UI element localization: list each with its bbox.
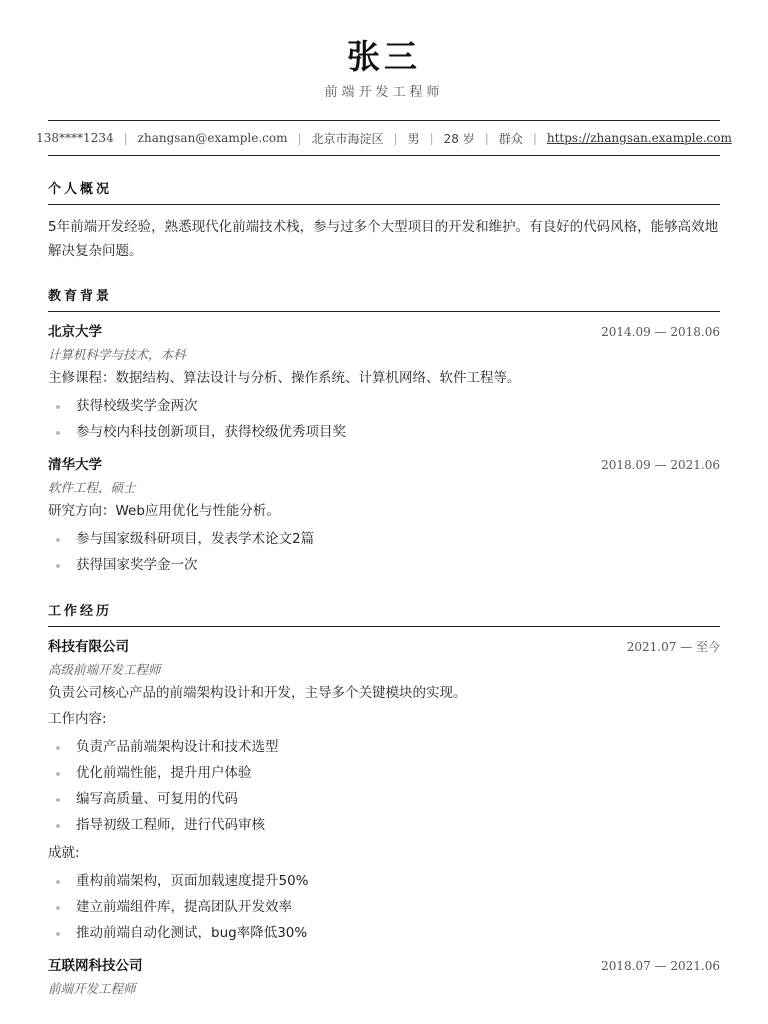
bullet-list <box>48 393 720 445</box>
list-item <box>48 786 720 812</box>
list-item <box>48 812 720 838</box>
summary-text: 5年前端开发经验，熟悉现代化前端技术栈，参与过多个大型项目的开发和维护。有良好的代码风格，能够高效地解决复杂问题。 <box>48 219 719 259</box>
list-item <box>48 552 720 578</box>
section-title-work: 工作经历 <box>48 604 720 627</box>
entry-description: 主修课程：数据结构、算法设计与分析、操作系统、计算机网络、软件工程等。 <box>48 370 521 386</box>
location: 北京市海淀区 <box>311 131 384 146</box>
bullet-dot <box>56 431 60 435</box>
major-degree: 软件工程，硕士 <box>48 480 136 495</box>
entry-header <box>48 956 720 976</box>
bullet-list <box>48 868 720 946</box>
candidate-name: 张三 <box>347 37 421 76</box>
education-entry <box>48 322 720 445</box>
contact-separator: | <box>123 131 128 145</box>
entry-description: 负责公司核心产品的前端架构设计和开发，主导多个关键模块的实现。 <box>48 685 467 701</box>
entry-date: 2018.07 — 2021.06 <box>601 959 720 973</box>
bullet-dot <box>56 405 60 409</box>
target-position: 前端开发工程师 <box>324 85 444 100</box>
education-entry <box>48 455 720 578</box>
entry-date: 2021.07 — 至今 <box>626 640 720 654</box>
section-title-summary: 个人概况 <box>48 182 720 205</box>
list-item-text: 获得校级奖学金两次 <box>76 398 198 414</box>
bullet-dot <box>56 824 60 828</box>
entry-header <box>48 322 720 342</box>
bullet-dot <box>56 906 60 910</box>
company-name: 科技有限公司 <box>48 639 129 655</box>
duties-label: 工作内容: <box>48 711 107 727</box>
bullet-list <box>48 734 720 838</box>
bullet-dot <box>56 798 60 802</box>
list-item-text: 获得国家奖学金一次 <box>76 557 198 573</box>
bullet-dot <box>56 564 60 568</box>
entry-date: 2018.09 — 2021.06 <box>601 458 720 472</box>
entry-description: 研究方向：Web应用优化与性能分析。 <box>48 503 280 519</box>
list-item-text: 建立前端组件库，提高团队开发效率 <box>76 899 292 915</box>
list-item <box>48 920 720 946</box>
list-item-text: 编写高质量、可复用的代码 <box>76 791 238 807</box>
list-item <box>48 393 720 419</box>
list-item-text: 优化前端性能，提升用户体验 <box>76 765 252 781</box>
bullet-list <box>48 526 720 578</box>
work-entry <box>48 637 720 946</box>
list-item <box>48 868 720 894</box>
list-item <box>48 734 720 760</box>
school-name: 清华大学 <box>48 457 102 473</box>
bullet-dot <box>56 932 60 936</box>
gender: 男 <box>407 131 420 146</box>
bullet-dot <box>56 880 60 884</box>
list-item-text: 重构前端架构，页面加载速度提升50% <box>76 873 309 889</box>
job-role: 前端开发工程师 <box>48 981 136 996</box>
school-name: 北京大学 <box>48 324 102 340</box>
job-role: 高级前端开发工程师 <box>48 662 161 677</box>
list-item <box>48 419 720 445</box>
list-item-text: 指导初级工程师，进行代码审核 <box>76 817 265 833</box>
age: 28 岁 <box>443 131 475 146</box>
list-item <box>48 526 720 552</box>
contact-separator: | <box>532 131 537 145</box>
email-address: zhangsan@example.com <box>137 131 288 145</box>
contact-separator: | <box>393 131 398 145</box>
political-status: 群众 <box>498 131 523 146</box>
section-title-education: 教育背景 <box>48 289 720 312</box>
contact-separator: | <box>484 131 489 145</box>
entry-header <box>48 455 720 475</box>
list-item <box>48 760 720 786</box>
website-link[interactable]: https://zhangsan.example.com <box>546 131 732 145</box>
achievements-label: 成就: <box>48 845 80 861</box>
list-item-text: 负责产品前端架构设计和技术选型 <box>76 739 279 755</box>
phone-number: 138****1234 <box>36 131 114 145</box>
list-item-text: 推动前端自动化测试，bug率降低30% <box>76 925 308 941</box>
contact-bar <box>36 120 732 156</box>
contact-separator: | <box>429 131 434 145</box>
company-name: 互联网科技公司 <box>48 958 143 974</box>
bullet-dot <box>56 538 60 542</box>
contact-separator: | <box>297 131 302 145</box>
list-item-text: 参与国家级科研项目，发表学术论文2篇 <box>76 531 315 547</box>
entry-date: 2014.09 — 2018.06 <box>601 325 720 339</box>
list-item-text: 参与校内科技创新项目，获得校级优秀项目奖 <box>76 424 346 440</box>
list-item <box>48 894 720 920</box>
bullet-dot <box>56 746 60 750</box>
bullet-dot <box>56 772 60 776</box>
entry-header <box>48 637 720 657</box>
work-entry <box>48 956 720 998</box>
major-degree: 计算机科学与技术，本科 <box>48 347 186 362</box>
